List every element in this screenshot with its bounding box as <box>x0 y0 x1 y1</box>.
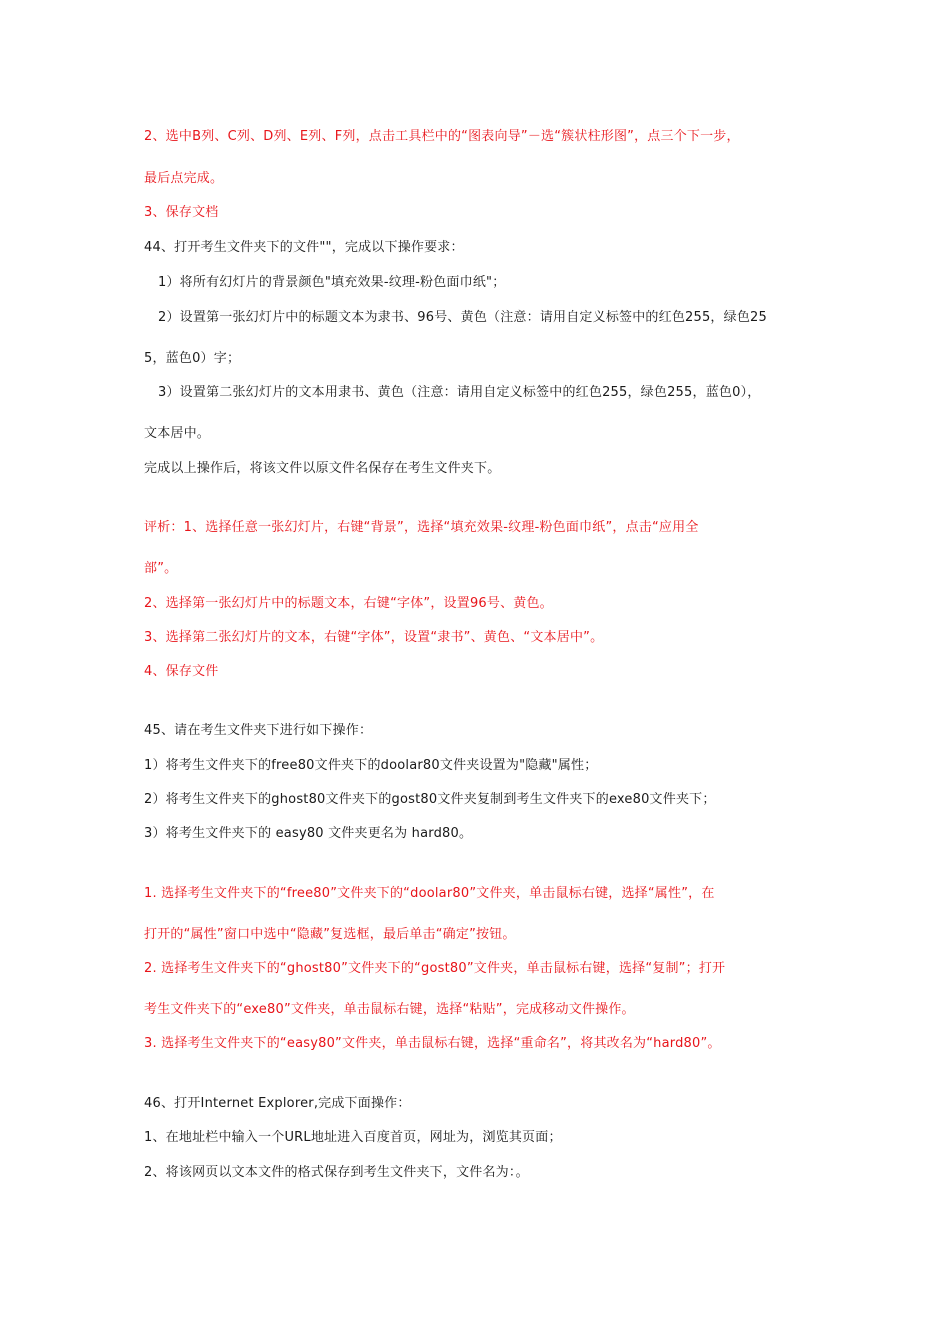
answer-44-step3: 3、选择第二张幻灯片的文本，右键“字体”，设置“隶书”、黄色、“文本居中”。 <box>144 630 604 645</box>
answer-44-step4: 4、保存文件 <box>144 664 219 679</box>
answer-43-step2-line2: 最后点完成。 <box>144 171 224 186</box>
answer-45-step2-line1: 2. 选择考生文件夹下的“ghost80”文件夹下的“gost80”文件夹，单击鼠标右键，选择“复制”；打开 <box>144 961 726 976</box>
answer-44-step1-line2: 部”。 <box>144 561 178 576</box>
question-46-item2: 2、将该网页以文本文件的格式保存到考生文件夹下，文件名为：。 <box>144 1165 529 1180</box>
question-44-item2-line2: 5，蓝色0）字； <box>144 351 241 366</box>
question-45-item1: 1）将考生文件夹下的free80文件夹下的doolar80文件夹设置为"隐藏"属性； <box>144 758 598 773</box>
question-44-item1: 1）将所有幻灯片的背景颜色"填充效果-纹理-粉色面巾纸"； <box>158 275 506 290</box>
answer-43-step3: 3、保存文档 <box>144 205 219 220</box>
question-45-item3: 3）将考生文件夹下的 easy80 文件夹更名为 hard80。 <box>144 826 473 841</box>
answer-44-step1-line1: 评析：1、选择任意一张幻灯片，右键“背景”，选择“填充效果-纹理-粉色面巾纸”，点击“应用全 <box>144 520 699 535</box>
answer-45-step3: 3. 选择考生文件夹下的“easy80”文件夹，单击鼠标右键，选择“重命名”，将其改名为“hard80”。 <box>144 1036 721 1051</box>
question-46-item1: 1、在地址栏中输入一个URL地址进入百度首页，网址为，浏览其页面； <box>144 1130 562 1145</box>
question-44-title: 44、打开考生文件夹下的文件""，完成以下操作要求： <box>144 240 464 255</box>
answer-45-step1-line1: 1. 选择考生文件夹下的“free80”文件夹下的“doolar80”文件夹，单击鼠标右键，选择“属性”，在 <box>144 886 715 901</box>
question-46-title: 46、打开Internet Explorer,完成下面操作： <box>144 1096 411 1111</box>
answer-43-step2-line1: 2、选中B列、C列、D列、E列、F列，点击工具栏中的“图表向导”－选“簇状柱形图”，点三个下一步， <box>144 129 740 144</box>
answer-45-step1-line2: 打开的“属性”窗口中选中“隐藏”复选框，最后单击“确定”按钮。 <box>144 927 516 942</box>
question-44-item3-line1: 3）设置第二张幻灯片的文本用隶书、黄色（注意：请用自定义标签中的红色255，绿色255，蓝色0）， <box>158 385 761 400</box>
question-44-item3-line2: 文本居中。 <box>144 426 211 441</box>
answer-44-step2: 2、选择第一张幻灯片中的标题文本，右键“字体”，设置96号、黄色。 <box>144 596 553 611</box>
question-45-title: 45、请在考生文件夹下进行如下操作： <box>144 723 373 738</box>
question-45-item2: 2）将考生文件夹下的ghost80文件夹下的gost80文件夹复制到考生文件夹下的exe80文件夹下； <box>144 792 716 807</box>
answer-45-step2-line2: 考生文件夹下的“exe80”文件夹，单击鼠标右键，选择“粘贴”，完成移动文件操作。 <box>144 1002 635 1017</box>
question-44-footer: 完成以上操作后，将该文件以原文件名保存在考生文件夹下。 <box>144 461 501 476</box>
question-44-item2-line1: 2）设置第一张幻灯片中的标题文本为隶书、96号、黄色（注意：请用自定义标签中的红色255，绿色25 <box>158 310 767 325</box>
